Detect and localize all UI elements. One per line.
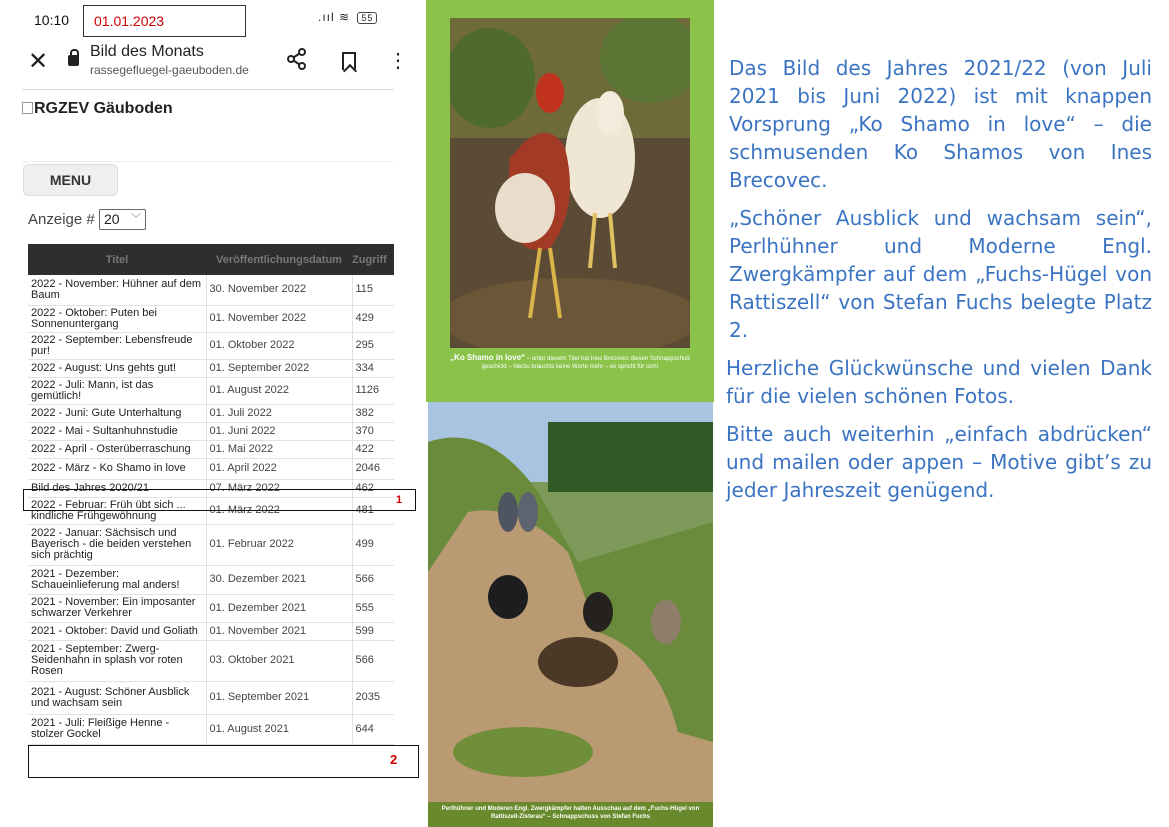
table-row[interactable]	[28, 714, 394, 744]
row-date: 03. Oktober 2021	[206, 640, 352, 681]
menu-divider	[22, 161, 394, 162]
row-hits: 370	[352, 422, 394, 440]
row-date: 01. November 2021	[206, 622, 352, 640]
rank-1-highlight	[23, 489, 416, 511]
share-icon[interactable]	[287, 48, 307, 76]
status-icons	[318, 10, 377, 24]
broken-image-icon	[22, 102, 33, 114]
row-hits: 295	[352, 332, 394, 359]
row-date: 01. April 2022	[206, 458, 352, 479]
table-row[interactable]	[28, 332, 394, 359]
photo-ko-shamo-caption-text: – unter diesem Titel hat Ines Brecovec diesen Schnappschuß geschickt – hierzu brauchts keine Worte mehr – es spricht für sich!	[481, 356, 690, 370]
row-title[interactable]: 2022 - November: Hühner auf dem Baum	[28, 275, 206, 305]
paragraph-second-place: „Schöner Ausblick und wachsam sein“, Perlhühner und Moderne Engl. Zwergkämpfer auf dem „Fuchs-Hügel von Rattiszell“ von Stefan Fuchs belegte Platz 2.	[729, 206, 1152, 342]
table-row[interactable]	[28, 622, 394, 640]
row-title[interactable]: 2021 - August: Schöner Ausblick und wachsam sein	[28, 681, 206, 714]
row-date: 01. Februar 2022	[206, 524, 352, 565]
rank-2-highlight	[28, 745, 419, 778]
header-hits[interactable]: Zugriff	[352, 244, 394, 275]
row-title[interactable]: 2021 - Dezember: Schaueinlieferung mal anders!	[28, 565, 206, 594]
table-row[interactable]	[28, 305, 394, 332]
row-hits: 481	[352, 497, 394, 524]
row-hits: 422	[352, 440, 394, 458]
row-hits: 599	[352, 622, 394, 640]
row-hits: 566	[352, 565, 394, 594]
row-date: 01. Juni 2022	[206, 422, 352, 440]
close-icon[interactable]: ✕	[28, 48, 49, 75]
row-date: 01. September 2021	[206, 681, 352, 714]
photo-ko-shamo	[450, 18, 690, 348]
row-hits: 499	[352, 524, 394, 565]
bookmark-icon[interactable]	[342, 52, 356, 70]
paragraph-congratulations: Herzliche Glückwünsche und vielen Dank für die vielen schönen Fotos.	[726, 356, 1152, 408]
page-url[interactable]: rassegefluegel-gaeuboden.de	[90, 63, 249, 77]
row-hits: 644	[352, 714, 394, 744]
wifi-icon: ≋	[339, 10, 351, 24]
row-title[interactable]: 2021 - Juli: Fleißige Henne - stolzer Gockel	[28, 714, 206, 744]
table-row[interactable]	[28, 594, 394, 622]
table-row[interactable]	[28, 440, 394, 458]
row-title[interactable]: 2022 - März - Ko Shamo in love	[28, 458, 206, 479]
menu-button[interactable]: MENU	[23, 164, 118, 196]
row-date: 01. August 2022	[206, 377, 352, 404]
row-date: 01. Mai 2022	[206, 440, 352, 458]
paragraph-winner: Das Bild des Jahres 2021/22 (von Juli 2021 bis Juni 2022) ist mit knappen Vorsprung „Ko Shamo in love“ – die schmusenden Ko Shamos von Ines Brecovec.	[729, 56, 1152, 192]
row-hits: 382	[352, 404, 394, 422]
signal-icon: .ııl	[318, 10, 335, 24]
date-annotation: 01.01.2023	[94, 13, 165, 29]
table-row[interactable]	[28, 458, 394, 479]
row-date: 30. Dezember 2021	[206, 565, 352, 594]
row-hits: 2046	[352, 458, 394, 479]
battery-icon: 55	[357, 12, 377, 24]
photo-ko-shamo-caption	[442, 354, 698, 371]
paragraph-call-to-action: Bitte auch weiterhin „einfach abdrücken“ und mailen oder appen – Motive gibt’s zu jeder Jahreszeit genügend.	[726, 422, 1152, 502]
row-hits: 429	[352, 305, 394, 332]
table-row[interactable]	[28, 565, 394, 594]
row-date: 30. November 2022	[206, 275, 352, 305]
row-date: 07. März 2022	[206, 479, 352, 497]
row-hits: 566	[352, 640, 394, 681]
row-title[interactable]: 2022 - Oktober: Puten bei Sonnenuntergang	[28, 305, 206, 332]
page-title: Bild des Monats	[90, 43, 204, 60]
row-title[interactable]: Bild des Jahres 2020/21	[28, 479, 206, 497]
row-title[interactable]: 2022 - Januar: Sächsisch und Bayerisch - die beiden verstehen sich prächtig	[28, 524, 206, 565]
row-hits: 462	[352, 479, 394, 497]
site-logo[interactable]	[22, 100, 173, 118]
row-title[interactable]: 2022 - Mai - Sultanhuhnstudie	[28, 422, 206, 440]
row-title[interactable]: 2022 - April - Osterüberraschung	[28, 440, 206, 458]
row-date: 01. Dezember 2021	[206, 594, 352, 622]
photo-fuchs-huegel-panel	[428, 402, 713, 827]
row-title[interactable]: 2021 - Oktober: David und Goliath	[28, 622, 206, 640]
row-title[interactable]: 2022 - August: Uns gehts gut!	[28, 359, 206, 377]
logo-alt-text: RGZEV Gäuboden	[34, 100, 173, 117]
row-hits: 2035	[352, 681, 394, 714]
more-vert-icon[interactable]: ⋮	[388, 50, 408, 72]
table-row[interactable]	[28, 377, 394, 404]
row-date: 01. September 2022	[206, 359, 352, 377]
table-row[interactable]	[28, 275, 394, 305]
photo-fuchs-huegel	[428, 402, 713, 802]
row-date: 01. März 2022	[206, 497, 352, 524]
table-row[interactable]	[28, 422, 394, 440]
rank-1-mark: 1	[396, 494, 403, 506]
photo-fuchs-huegel-caption: Perlhühner und Moderen Engl. Zwergkämpfer halten Ausschau auf dem „Fuchs-Hügel von Rattiszell-Zisterau“ – Schnappschuss von Stefan Fuchs	[428, 802, 713, 827]
row-date: 01. Juli 2022	[206, 404, 352, 422]
row-title[interactable]: 2022 - Juni: Gute Unterhaltung	[28, 404, 206, 422]
photo-ko-shamo-panel	[426, 0, 714, 402]
table-row[interactable]	[28, 359, 394, 377]
header-title[interactable]: Titel	[28, 244, 206, 275]
row-hits: 555	[352, 594, 394, 622]
announcement-text	[726, 54, 1152, 514]
row-title[interactable]: 2021 - September: Zwerg-Seidenhahn in splash vor roten Rosen	[28, 640, 206, 681]
display-count-value: 20	[104, 211, 120, 227]
rank-2-mark: 2	[390, 752, 398, 767]
table-header-row	[28, 244, 394, 275]
display-count-select[interactable]	[99, 209, 146, 230]
photo-ko-shamo-caption-title: „Ko Shamo in love“	[450, 353, 526, 362]
phone-screenshot	[0, 0, 420, 827]
toolbar-divider	[22, 89, 394, 90]
header-date[interactable]: Veröffentlichungsdatum	[206, 244, 352, 275]
lock-icon	[68, 55, 79, 66]
row-hits: 1126	[352, 377, 394, 404]
row-date: 01. November 2022	[206, 305, 352, 332]
table-row[interactable]	[28, 524, 394, 565]
row-hits: 115	[352, 275, 394, 305]
row-title[interactable]: 2022 - Februar: Früh übt sich ... kindliche Frühgewöhnung	[28, 497, 206, 524]
chevron-down-icon: ﹀	[131, 214, 141, 225]
table-row[interactable]	[28, 640, 394, 681]
display-count-label: Anzeige #	[28, 211, 95, 228]
status-time: 10:10	[34, 12, 70, 28]
table-row[interactable]	[28, 404, 394, 422]
row-title[interactable]: 2021 - November: Ein imposanter schwarzer Verkehrer	[28, 594, 206, 622]
row-hits: 334	[352, 359, 394, 377]
row-title[interactable]: 2022 - Juli: Mann, ist das gemütlich!	[28, 377, 206, 404]
row-title[interactable]: 2022 - September: Lebensfreude pur!	[28, 332, 206, 359]
table-row[interactable]	[28, 681, 394, 714]
row-date: 01. Oktober 2022	[206, 332, 352, 359]
row-date: 01. August 2021	[206, 714, 352, 744]
date-annotation-box	[83, 5, 246, 37]
